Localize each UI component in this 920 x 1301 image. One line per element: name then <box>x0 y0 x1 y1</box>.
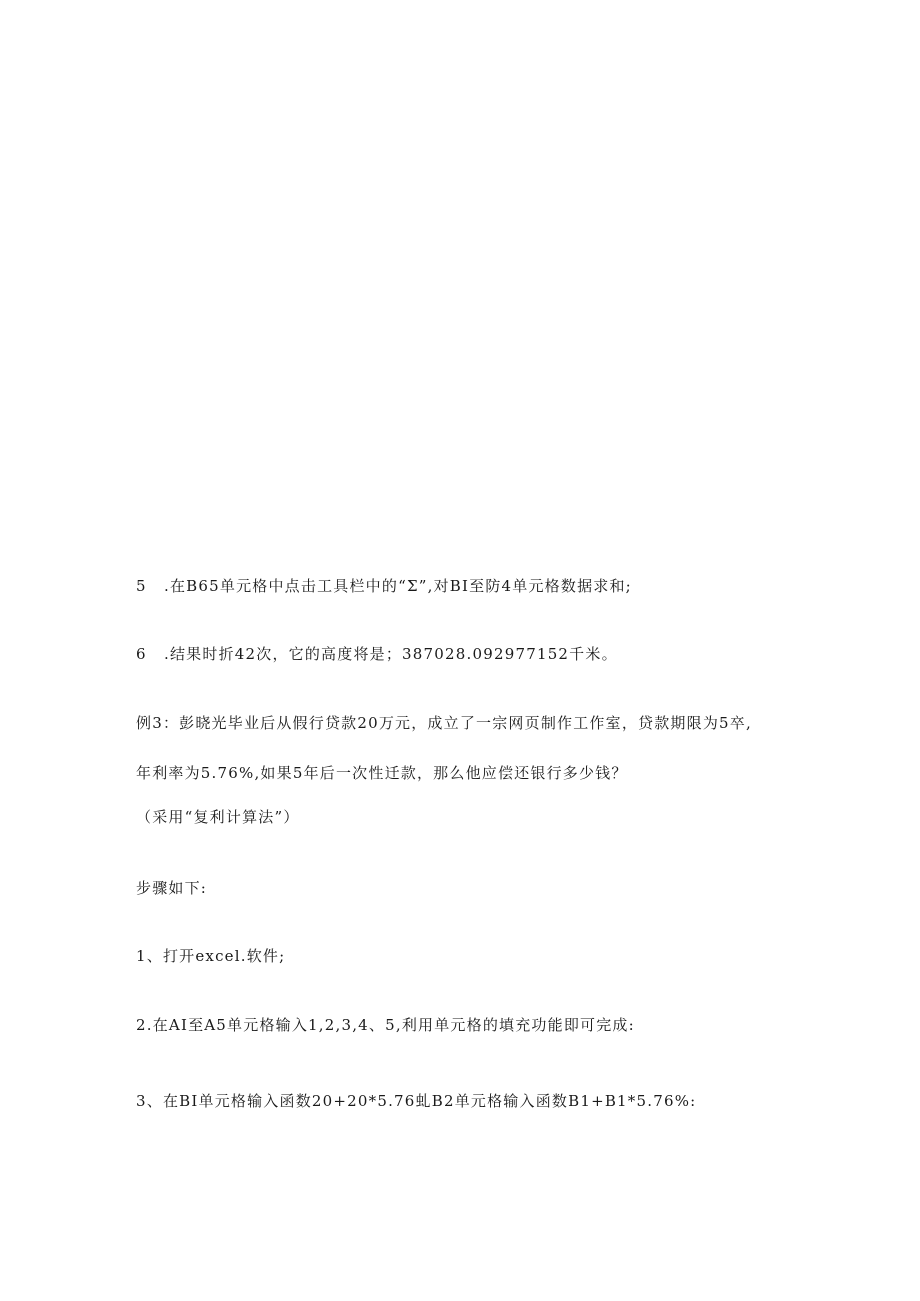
step-number: 6 <box>136 645 147 663</box>
step-1-line <box>136 946 285 966</box>
step-6-line <box>136 644 618 664</box>
step-text: .结果时折42次，它的高度将是；387028.092977152千米。 <box>164 645 618 663</box>
method-note <box>136 807 300 827</box>
step-number: 5 <box>136 577 147 595</box>
example-3-line-1 <box>136 713 752 733</box>
step-2-line <box>136 1015 635 1035</box>
step-5-line <box>136 576 632 596</box>
paragraph-text: 年利率为5.76%,如果5年后一次性迁款，那么他应偿还银行多少钱？ <box>136 764 628 782</box>
steps-heading <box>136 878 207 898</box>
step-3-line <box>136 1091 696 1111</box>
step-text: .在B65单元格中点击工具栏中的“Σ”,对BI至防4单元格数据求和; <box>164 577 632 595</box>
example-3-line-2 <box>136 763 628 783</box>
paragraph-text: （采用“复利计算法”） <box>136 808 300 826</box>
paragraph-text: 例3：彭晓光毕业后从假行贷款20万元，成立了一宗网页制作工作室，贷款期限为5卒, <box>136 714 752 732</box>
paragraph-text: 步骤如下: <box>136 879 208 897</box>
paragraph-text: 3、在BI单元格输入函数20+20*5.76虬B2单元格输入函数B1+B1*5.76%: <box>136 1092 697 1110</box>
paragraph-text: 1、打开excel.软件; <box>136 947 286 965</box>
paragraph-text: 2.在AI至A5单元格输入1,2,3,4、5,利用单元格的填充功能即可完成: <box>136 1016 635 1034</box>
